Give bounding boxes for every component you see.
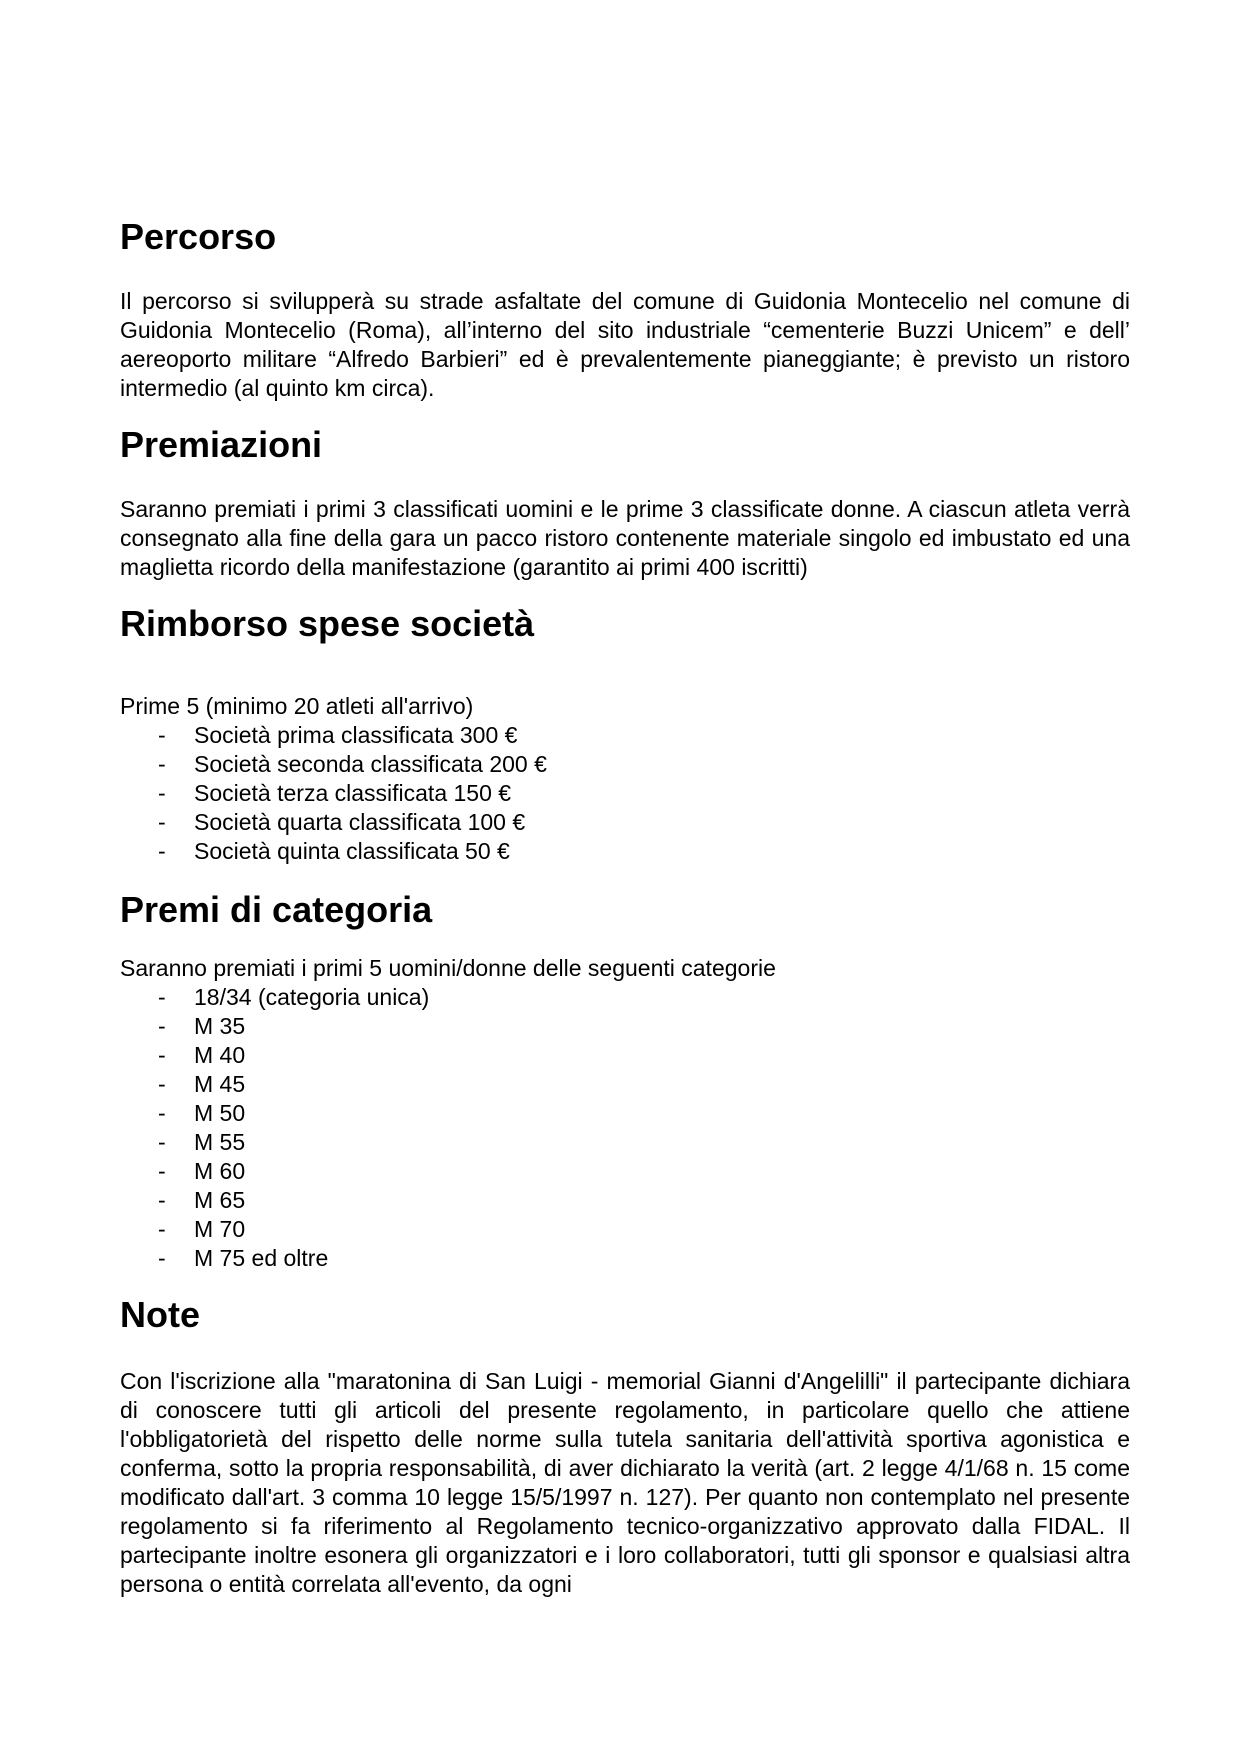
dash-bullet: - <box>158 1245 166 1271</box>
list-item-text: M 65 <box>194 1187 246 1213</box>
dash-bullet: - <box>158 1013 166 1039</box>
document-page <box>120 215 1130 1599</box>
list-item-text: M 40 <box>194 1042 246 1068</box>
paragraph-premiazioni: Saranno premiati i primi 3 classificati uomini e le prime 3 classificate donne. A ciascun atleta verrà consegnato alla fine della gara un pacco ristoro contenente materiale singolo ed imbustato ed una maglietta ricordo della manifestazione (garantito ai primi 400 iscritti) <box>120 496 1130 580</box>
list-item <box>120 1157 1130 1186</box>
section-title-note: Note <box>120 1294 200 1335</box>
list-item-text: M 50 <box>194 1100 246 1126</box>
list-item-text: M 55 <box>194 1129 246 1155</box>
paragraph-note: Con l'iscrizione alla "maratonina di San Luigi - memorial Gianni d'Angelilli" il partecipante dichiara di conoscere tutti gli articoli del presente regolamento, in particolare quello che attiene l'obbligatorietà del rispetto delle norme sulla tutela sanitaria dell'attività sportiva agonistica e conferma, sotto la propria responsabilità, di aver dichiarato la verità (art. 2 legge 4/1/68 n. 15 come modificato dall'art. 3 comma 10 legge 15/5/1997 n. 127). Per quanto non contemplato nel presente regolamento si fa riferimento al Regolamento tecnico-organizzativo approvato dalla FIDAL. Il partecipante inoltre esonera gli organizzatori e i loro collaboratori, tutti gli sponsor e qualsiasi altra persona o entità correlata all'evento, da ogni <box>120 1368 1130 1597</box>
dash-bullet: - <box>158 1187 166 1213</box>
list-item <box>120 837 1130 866</box>
list-item-text: 18/34 (categoria unica) <box>194 984 430 1010</box>
section-title-premiazioni: Premiazioni <box>120 424 323 465</box>
list-item-text: Società seconda classificata 200 € <box>194 751 547 777</box>
section-percorso <box>120 215 1130 403</box>
dash-bullet: - <box>158 722 166 748</box>
paragraph-rimborso-intro: Prime 5 (minimo 20 atleti all'arrivo) <box>120 693 474 719</box>
list-item <box>120 1244 1130 1273</box>
dash-bullet: - <box>158 1216 166 1242</box>
list-item-text: M 60 <box>194 1158 246 1184</box>
dash-bullet: - <box>158 1042 166 1068</box>
section-rimborso-spese <box>120 602 1130 866</box>
section-note <box>120 1293 1130 1599</box>
list-item <box>120 1215 1130 1244</box>
list-item-text: M 75 ed oltre <box>194 1245 329 1271</box>
dash-bullet: - <box>158 1158 166 1184</box>
list-item-text: Società quarta classificata 100 € <box>194 809 526 835</box>
dash-bullet: - <box>158 1071 166 1097</box>
list-item-text: M 45 <box>194 1071 246 1097</box>
dash-bullet: - <box>158 1129 166 1155</box>
list-item-text: Società prima classificata 300 € <box>194 722 518 748</box>
dash-bullet: - <box>158 780 166 806</box>
list-item-text: Società quinta classificata 50 € <box>194 838 510 864</box>
paragraph-categoria-intro: Saranno premiati i primi 5 uomini/donne delle seguenti categorie <box>120 955 776 981</box>
list-categorie <box>120 983 1130 1273</box>
list-item <box>120 1128 1130 1157</box>
section-title-rimborso: Rimborso spese società <box>120 603 535 644</box>
list-item <box>120 1041 1130 1070</box>
list-item-text: M 70 <box>194 1216 246 1242</box>
dash-bullet: - <box>158 984 166 1010</box>
list-item <box>120 1186 1130 1215</box>
dash-bullet: - <box>158 751 166 777</box>
list-item <box>120 1099 1130 1128</box>
list-item <box>120 1012 1130 1041</box>
list-item-text: Società terza classificata 150 € <box>194 780 512 806</box>
list-item <box>120 1070 1130 1099</box>
dash-bullet: - <box>158 809 166 835</box>
paragraph-percorso: Il percorso si svilupperà su strade asfaltate del comune di Guidonia Montecelio nel comune di Guidonia Montecelio (Roma), all’interno del sito industriale “cementerie Buzzi Unicem” e dell’ aereoporto militare “Alfredo Barbieri” ed è prevalentemente pianeggiante; è previsto un ristoro intermedio (al quinto km circa). <box>120 288 1130 401</box>
list-item <box>120 779 1130 808</box>
list-rimborso <box>120 721 1130 866</box>
list-item <box>120 721 1130 750</box>
section-premiazioni <box>120 423 1130 582</box>
list-item-text: M 35 <box>194 1013 246 1039</box>
list-item <box>120 808 1130 837</box>
list-item <box>120 750 1130 779</box>
list-item <box>120 983 1130 1012</box>
section-premi-categoria <box>120 888 1130 1273</box>
dash-bullet: - <box>158 1100 166 1126</box>
section-title-categoria: Premi di categoria <box>120 889 433 930</box>
dash-bullet: - <box>158 838 166 864</box>
section-title-percorso: Percorso <box>120 216 277 257</box>
